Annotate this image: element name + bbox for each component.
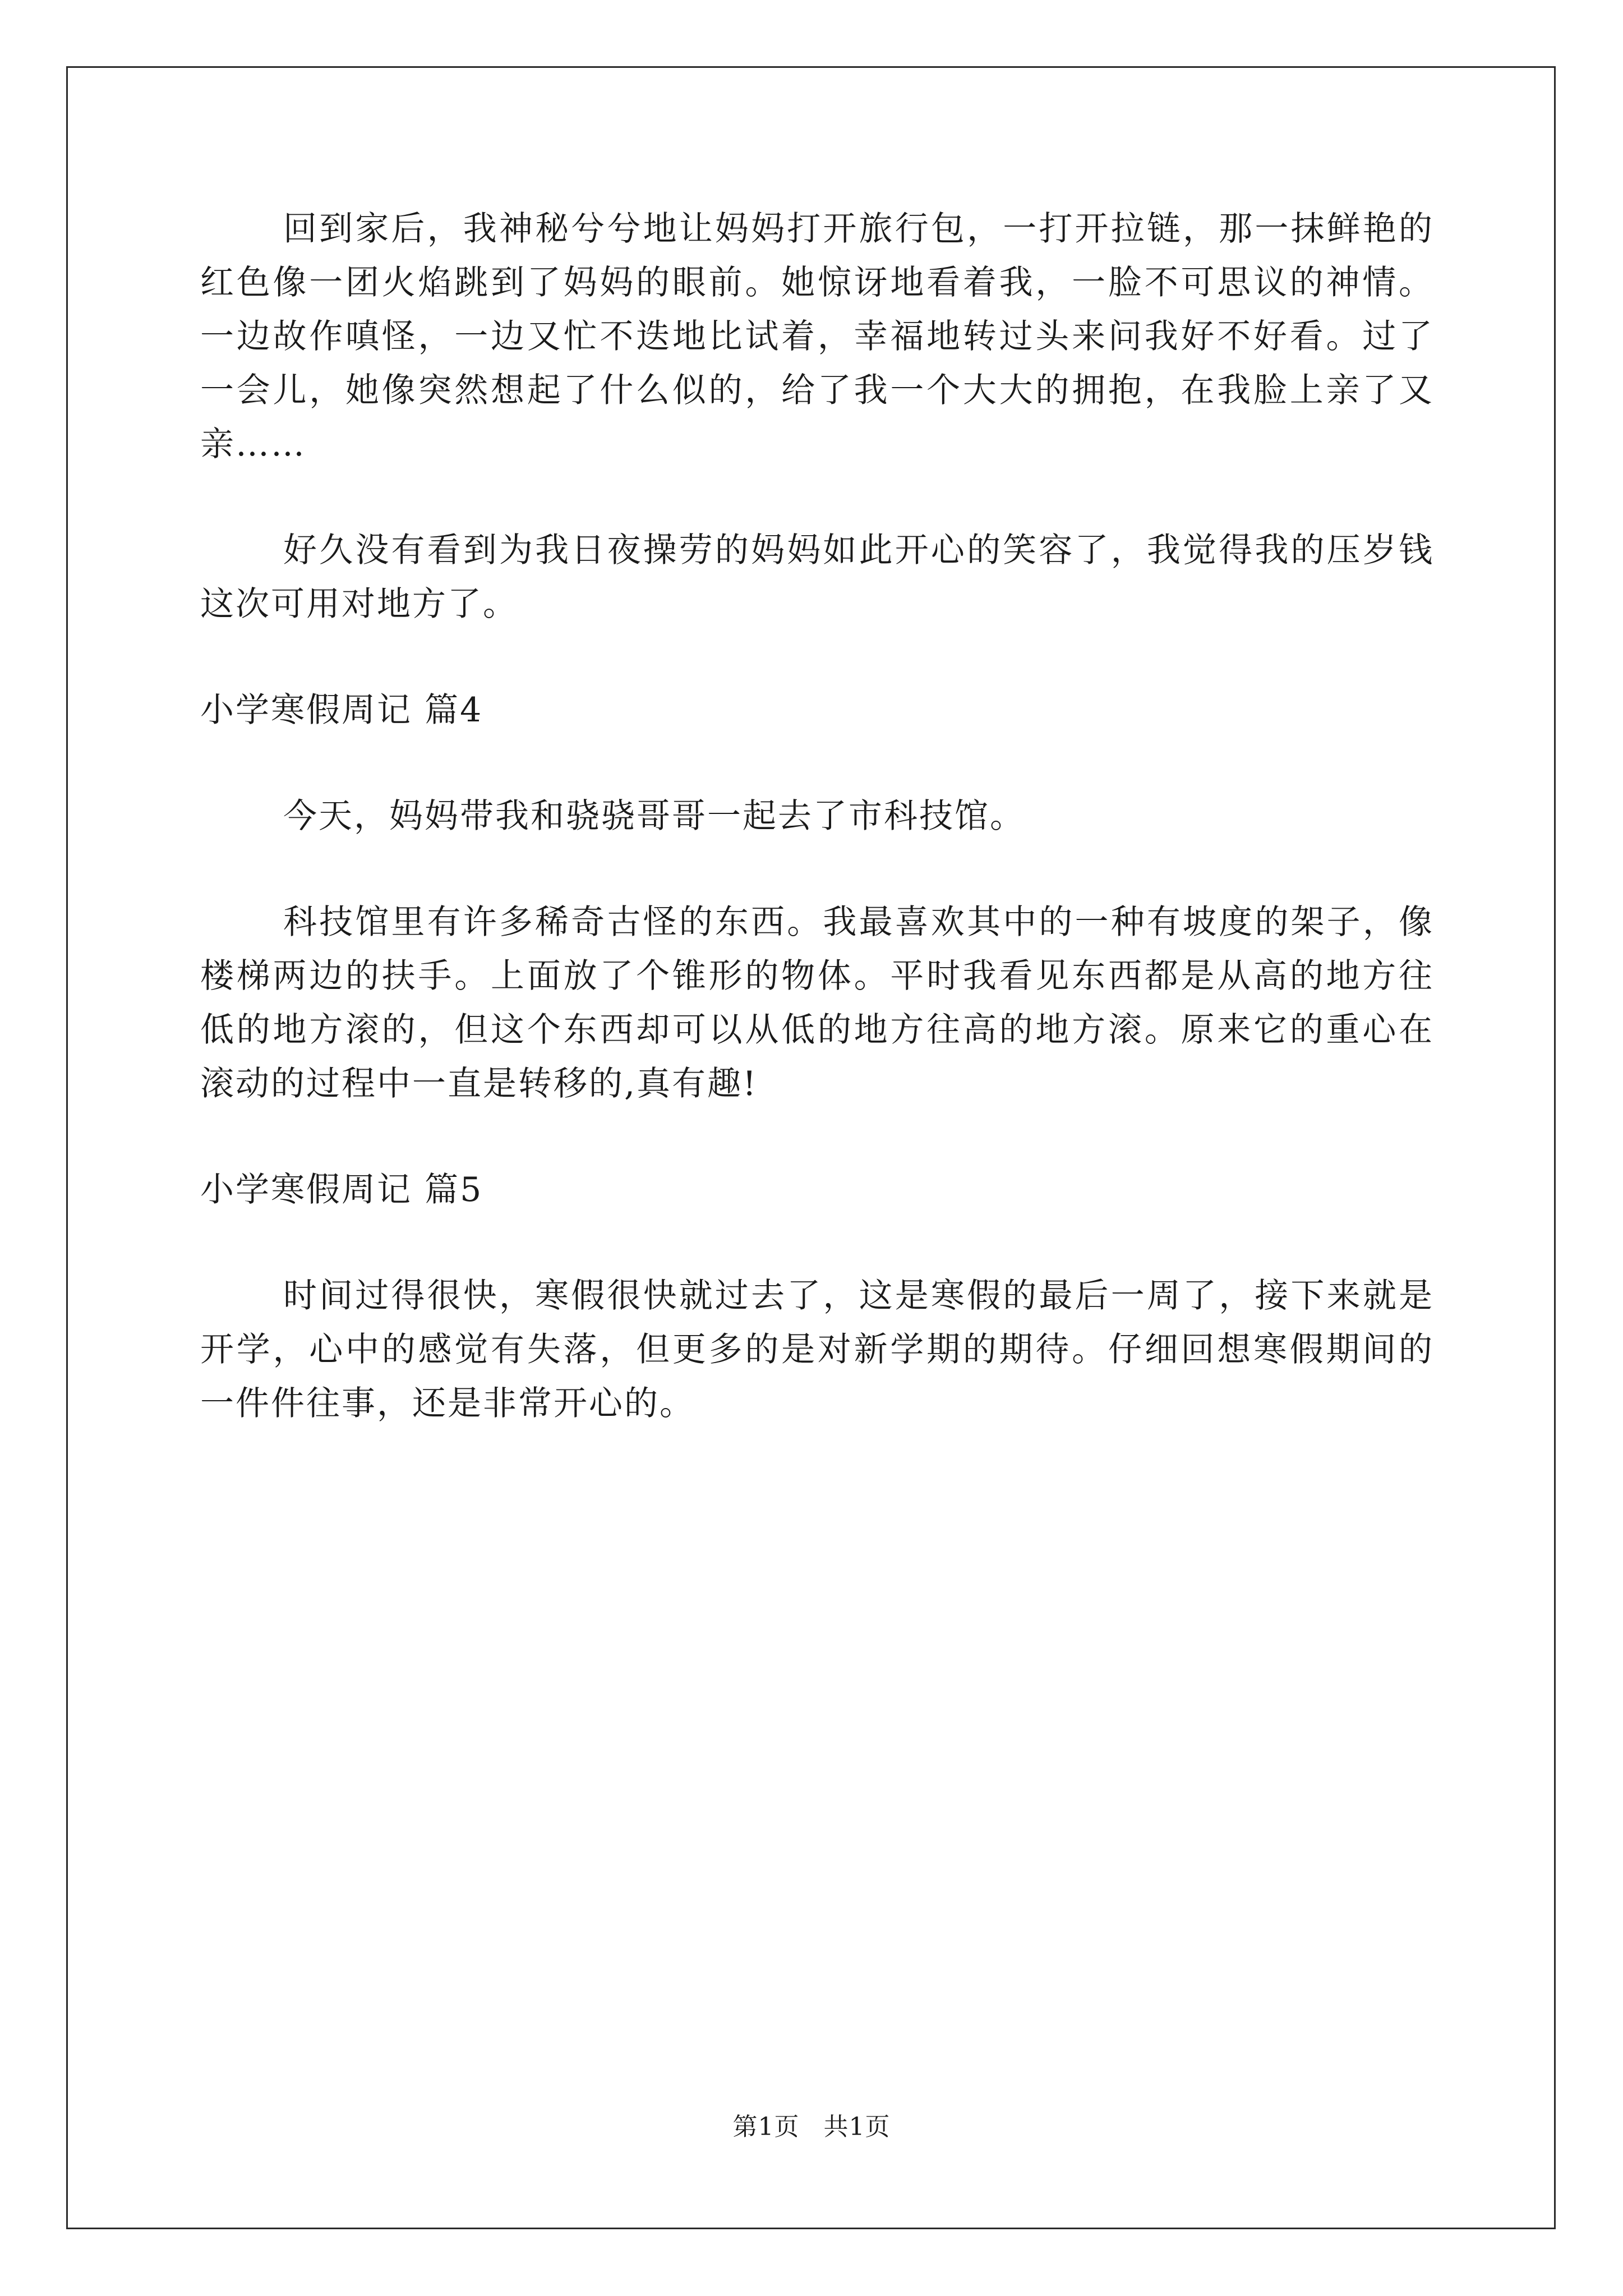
paragraph: 今天，妈妈带我和骁骁哥哥一起去了市科技馆。 bbox=[283, 797, 1025, 836]
paragraph: 回到家后，我神秘兮兮地让妈妈打开旅行包，一打开拉链，那一抹鲜艳的红色像一团火焰跳到了妈妈的眼前。她惊讶地看着我，一脸不可思议的神情。一边故作嗔怪，一边又忙不迭地比试着，幸福地转过头来问我好不好看。过了一会儿，她像突然想起了什么似的，给了我一个大大的拥抱，在我脸上亲了又亲…… bbox=[200, 209, 1434, 464]
paragraph: 时间过得很快，寒假很快就过去了，这是寒假的最后一周了，接下来就是开学，心中的感觉有失落，但更多的是对新学期的期待。仔细回想寒假期间的一件件往事，还是非常开心的。 bbox=[200, 1276, 1434, 1423]
section-heading: 小学寒假周记 篇4 bbox=[200, 691, 483, 730]
page-footer bbox=[0, 2106, 1623, 2142]
section-heading: 小学寒假周记 篇5 bbox=[200, 1170, 483, 1209]
paragraph: 好久没有看到为我日夜操劳的妈妈如此开心的笑容了，我觉得我的压岁钱这次可用对地方了。 bbox=[200, 531, 1434, 624]
document-body bbox=[200, 202, 1434, 1483]
page-number-current: 第1页 bbox=[732, 2113, 800, 2141]
page-number-total: 共1页 bbox=[823, 2113, 891, 2141]
paragraph: 科技馆里有许多稀奇古怪的东西。我最喜欢其中的一种有坡度的架子，像楼梯两边的扶手。上面放了个锥形的物体。平时我看见东西都是从高的地方往低的地方滚的，但这个东西却可以从低的地方往高的地方滚。原来它的重心在滚动的过程中一直是转移的,真有趣! bbox=[200, 903, 1434, 1103]
